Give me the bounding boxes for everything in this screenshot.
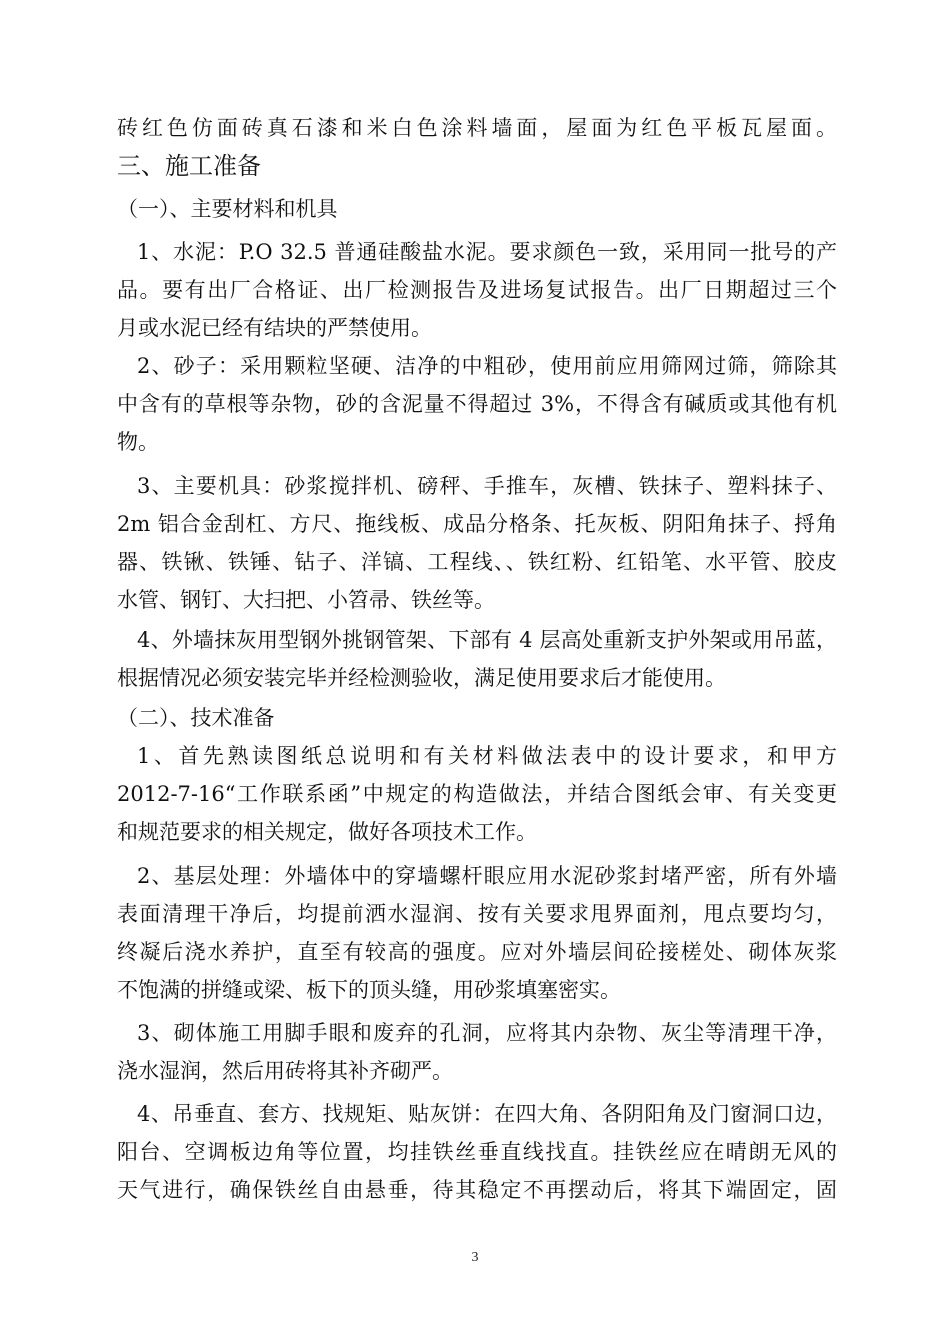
text-line: 2m 铝合金刮杠、方尺、拖线板、成品分格条、托灰板、阴阳角抹子、捋角 (117, 512, 837, 536)
text-line: 天气进行，确保铁丝自由悬垂，待其稳定不再摆动后，将其下端固定，固 (117, 1178, 837, 1202)
text-line: 水管、钢钉、大扫把、小笤帚、铁丝等。 (117, 588, 495, 612)
text-line: 终凝后浇水养护，直至有较高的强度。应对外墙层间砼接槎处、砌体灰浆 (117, 940, 837, 964)
text-line: 和规范要求的相关规定，做好各项技术工作。 (117, 820, 537, 844)
text-line: 2、砂子：采用颗粒坚硬、洁净的中粗砂，使用前应用筛网过筛，筛除其 (137, 354, 837, 378)
text-line: 3、主要机具：砂浆搅拌机、磅秤、手推车，灰槽、铁抹子、塑料抹子、 (137, 474, 837, 498)
text-line: 不饱满的拼缝或梁、板下的顶头缝，用砂浆填塞密实。 (117, 978, 621, 1002)
text-line: 阳台、空调板边角等位置，均挂铁丝垂直线找直。挂铁丝应在晴朗无风的 (117, 1140, 837, 1164)
text-line: 表面清理干净后，均提前洒水湿润、按有关要求甩界面剂，甩点要均匀， (117, 902, 837, 926)
text-line: 4、吊垂直、套方、找规矩、贴灰饼：在四大角、各阴阳角及门窗洞口边， (137, 1102, 837, 1126)
text-line: 月或水泥已经有结块的严禁使用。 (117, 316, 432, 340)
subsection-heading: （二）、技术准备 (117, 706, 275, 730)
text-line: 1、水泥：P.O 32.5 普通硅酸盐水泥。要求颜色一致，采用同一批号的产 (137, 240, 837, 264)
text-line: 4、外墙抹灰用型钢外挑钢管架、下部有 4 层高处重新支护外架或用吊蓝， (137, 628, 837, 652)
text-line: 2012-7-16“工作联系函”中规定的构造做法，并结合图纸会审、有关变更 (117, 782, 837, 806)
text-line: 3、砌体施工用脚手眼和废弃的孔洞，应将其内杂物、灰尘等清理干净， (137, 1021, 837, 1045)
text-line: 器、铁锹、铁锤、钻子、洋镐、工程线、、铁红粉、红铅笔、水平管、胶皮 (117, 550, 837, 574)
text-line: 品。要有出厂合格证、出厂检测报告及进场复试报告。出厂日期超过三个 (117, 278, 837, 302)
subsection-heading: （一）、主要材料和机具 (117, 197, 338, 221)
page-number: 3 (471, 1250, 479, 1265)
text-line: 根据情况必须安装完毕并经检测验收，满足使用要求后才能使用。 (117, 666, 726, 690)
text-line: 物。 (117, 430, 159, 454)
section-heading: 三、施工准备 (117, 152, 261, 180)
text-line: 砖红色仿面砖真石漆和米白色涂料墙面，屋面为红色平板瓦屋面。 (117, 116, 837, 140)
text-line: 1、首先熟读图纸总说明和有关材料做法表中的设计要求，和甲方 (137, 744, 837, 768)
text-line: 2、基层处理：外墙体中的穿墙螺杆眼应用水泥砂浆封堵严密，所有外墙 (137, 864, 837, 888)
text-line: 浇水湿润，然后用砖将其补齐砌严。 (117, 1059, 453, 1083)
text-line: 中含有的草根等杂物，砂的含泥量不得超过 3%，不得含有碱质或其他有机 (117, 392, 837, 416)
